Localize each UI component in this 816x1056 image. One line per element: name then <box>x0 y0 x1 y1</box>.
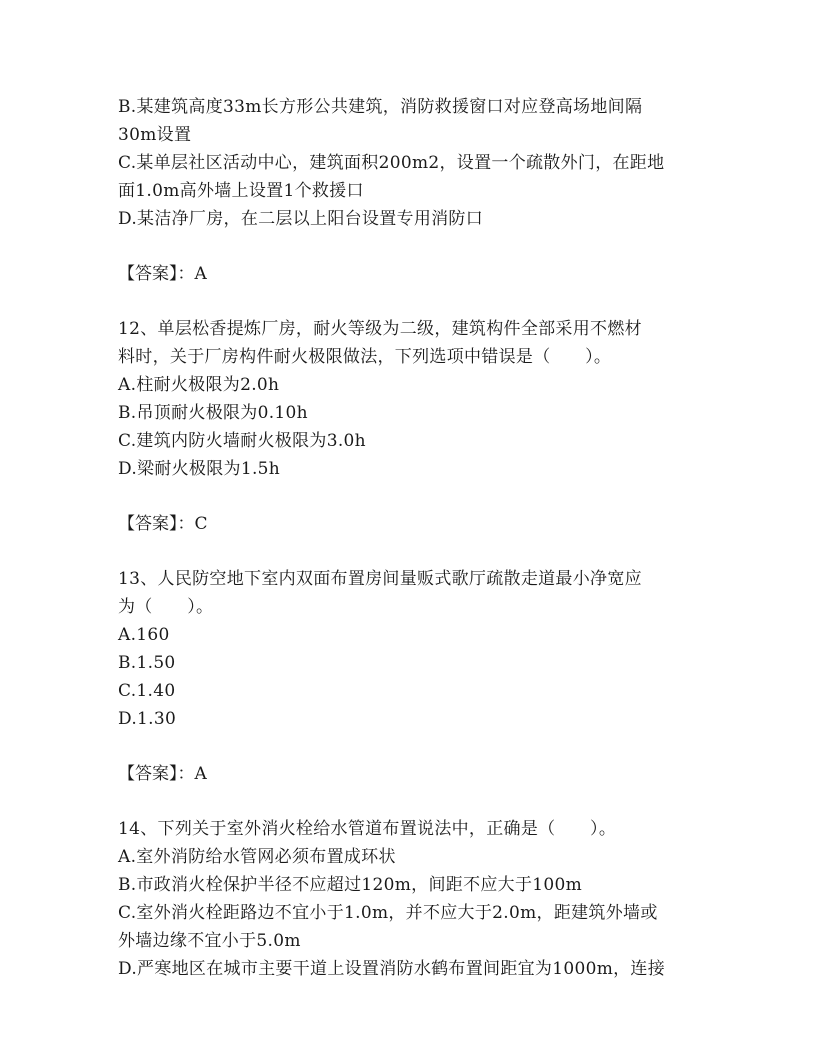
q14-option-c-line1: C.室外消火栓距路边不宜小于1.0m，并不应大于2.0m，距建筑外墙或 <box>118 903 658 923</box>
q11-option-d: D.某洁净厂房，在二层以上阳台设置专用消防口 <box>118 209 484 229</box>
q12-option-d: D.梁耐火极限为1.5h <box>118 459 281 479</box>
q12-answer: 【答案】：C <box>118 514 208 534</box>
q11-option-b-line1: B.某建筑高度33m长方形公共建筑，消防救援窗口对应登高场地间隔 <box>118 97 643 117</box>
q14-option-c-line2: 外墙边缘不宜小于5.0m <box>118 931 301 951</box>
q14-option-a: A.室外消防给水管网必须布置成环状 <box>118 847 396 867</box>
spacer <box>118 288 698 315</box>
q12-stem-line2: 料时，关于厂房构件耐火极限做法，下列选项中错误是（ ）。 <box>118 347 612 367</box>
q11-answer: 【答案】：A <box>118 264 207 284</box>
q13-stem-line2: 为（ ）。 <box>118 597 214 617</box>
spacer <box>118 538 698 565</box>
spacer <box>118 788 698 815</box>
q13-option-c: C.1.40 <box>118 681 176 701</box>
document-page <box>118 93 698 983</box>
q13-stem-line1: 13、人民防空地下室内双面布置房间量贩式歌厅疏散走道最小净宽应 <box>118 569 642 589</box>
q13-option-b: B.1.50 <box>118 653 176 673</box>
spacer <box>118 733 698 760</box>
spacer <box>118 233 698 260</box>
q12-option-b: B.吊顶耐火极限为0.10h <box>118 403 308 423</box>
q12-option-c: C.建筑内防火墙耐火极限为3.0h <box>118 431 366 451</box>
q14-stem: 14、下列关于室外消火栓给水管道布置说法中，正确是（ ）。 <box>118 819 617 839</box>
q11-option-c-line1: C.某单层社区活动中心，建筑面积200m2，设置一个疏散外门，在距地 <box>118 153 665 173</box>
q13-option-a: A.160 <box>118 625 170 645</box>
q14-option-b: B.市政消火栓保护半径不应超过120m，间距不应大于100m <box>118 875 583 895</box>
q11-option-b-line2: 30m设置 <box>118 125 192 145</box>
spacer <box>118 483 698 510</box>
q13-option-d: D.1.30 <box>118 709 177 729</box>
q12-option-a: A.柱耐火极限为2.0h <box>118 375 280 395</box>
q14-option-d-line1: D.严寒地区在城市主要干道上设置消防水鹤布置间距宜为1000m，连接 <box>118 959 666 979</box>
q12-stem-line1: 12、单层松香提炼厂房，耐火等级为二级，建筑构件全部采用不燃材 <box>118 319 642 339</box>
q13-answer: 【答案】：A <box>118 764 207 784</box>
q11-option-c-line2: 面1.0m高外墙上设置1个救援口 <box>118 181 364 201</box>
